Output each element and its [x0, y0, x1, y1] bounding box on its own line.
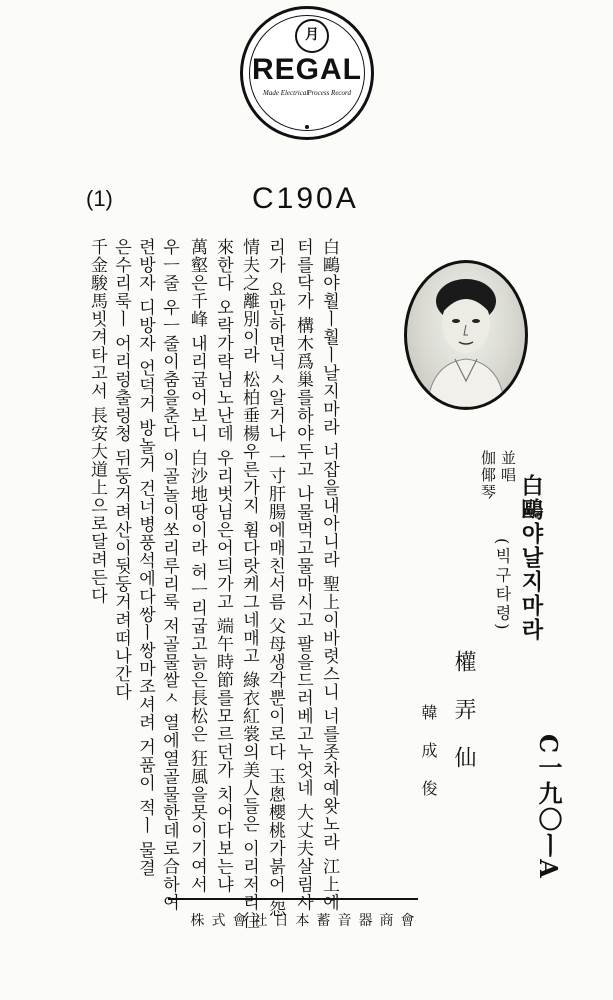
- song-title: 白鷗야날지마라: [518, 474, 544, 642]
- lyric-sheet-number: (1): [86, 186, 113, 211]
- label-small-text-left: Made Electrical: [263, 89, 309, 97]
- lyrics-column: 情夫之離別이라 松柏垂楊우른가지 휨다랏케그네매고 綠衣紅裳의美人들은 이리저리往: [239, 238, 259, 930]
- lyrics-column: 來한다 오락가락님노난데 우리벗님은어듸가고 端午時節를모르던가 치어다보는냐: [213, 238, 233, 894]
- label-brand-name: REGAL: [252, 53, 362, 86]
- catalog-number-side: C一九〇ㅣA: [534, 734, 563, 880]
- instrument-line: 並唱: [499, 450, 517, 484]
- label-spindle-hole: [305, 125, 309, 129]
- lyrics-column: 리가 요만하면닉ㅅ알거나 一寸肝腸에매친서름 父母생각뿐이로다 玉悤櫻桃가붉어 怨: [265, 238, 285, 919]
- label-small-text-right: Process Record: [307, 89, 351, 97]
- regal-record-label: [240, 6, 374, 140]
- lyrics-column: 萬壑은千峰 내리굽어보니 白沙地땅이라 허ㅡ리굽고늙은長松은 狂風을못이기여서: [187, 238, 207, 894]
- lyrics-column: 우ㅡ줄 우ㅡ줄이춤을춘다 이골놀이쏘리루리룩 저골물쌀ㅅ 열에열골물한데로合하여: [159, 238, 179, 912]
- footer-rule: [168, 898, 418, 900]
- instrument-line: 伽倻琴: [479, 450, 497, 501]
- label-emblem: 月: [295, 19, 329, 53]
- lyrics-column: 은수리룩ㅣ 어리렁출렁청 뒤둥거려산이뒷둥거려떠나간다: [111, 238, 131, 701]
- song-subtitle: (빅구타령): [493, 538, 512, 633]
- accompanist-name: 韓成俊: [419, 704, 438, 818]
- singer-name: 權弄仙: [451, 650, 476, 794]
- portrait-illustration: [407, 263, 525, 407]
- lyrics-column: 白鷗야훨ㅣ훨ㅣ날지마라 너잡을내아니라 聖上이바렷스니 너를좃차예왓노라 江上에: [319, 238, 339, 912]
- catalog-number-heading: C190A: [252, 182, 359, 215]
- lyrics-column: 터를닥가 構木爲巢를하야두고 나물먹고물마시고 팔을드러베고누엇네 大丈夫살림사: [293, 238, 313, 912]
- publisher-name: 株式會社日本蓄音器商會: [190, 913, 422, 929]
- singer-portrait-photo: [404, 260, 528, 410]
- lyrics-column: 련방자 디방자 언덕거 방놀거 건너병풍석에다쌍ㅣ쌍마조셔려 거품이 적ㅣ 물결: [135, 238, 155, 877]
- lyrics-column: 千金駿馬빗겨타고서 長安大道上으로달려든다: [87, 238, 107, 605]
